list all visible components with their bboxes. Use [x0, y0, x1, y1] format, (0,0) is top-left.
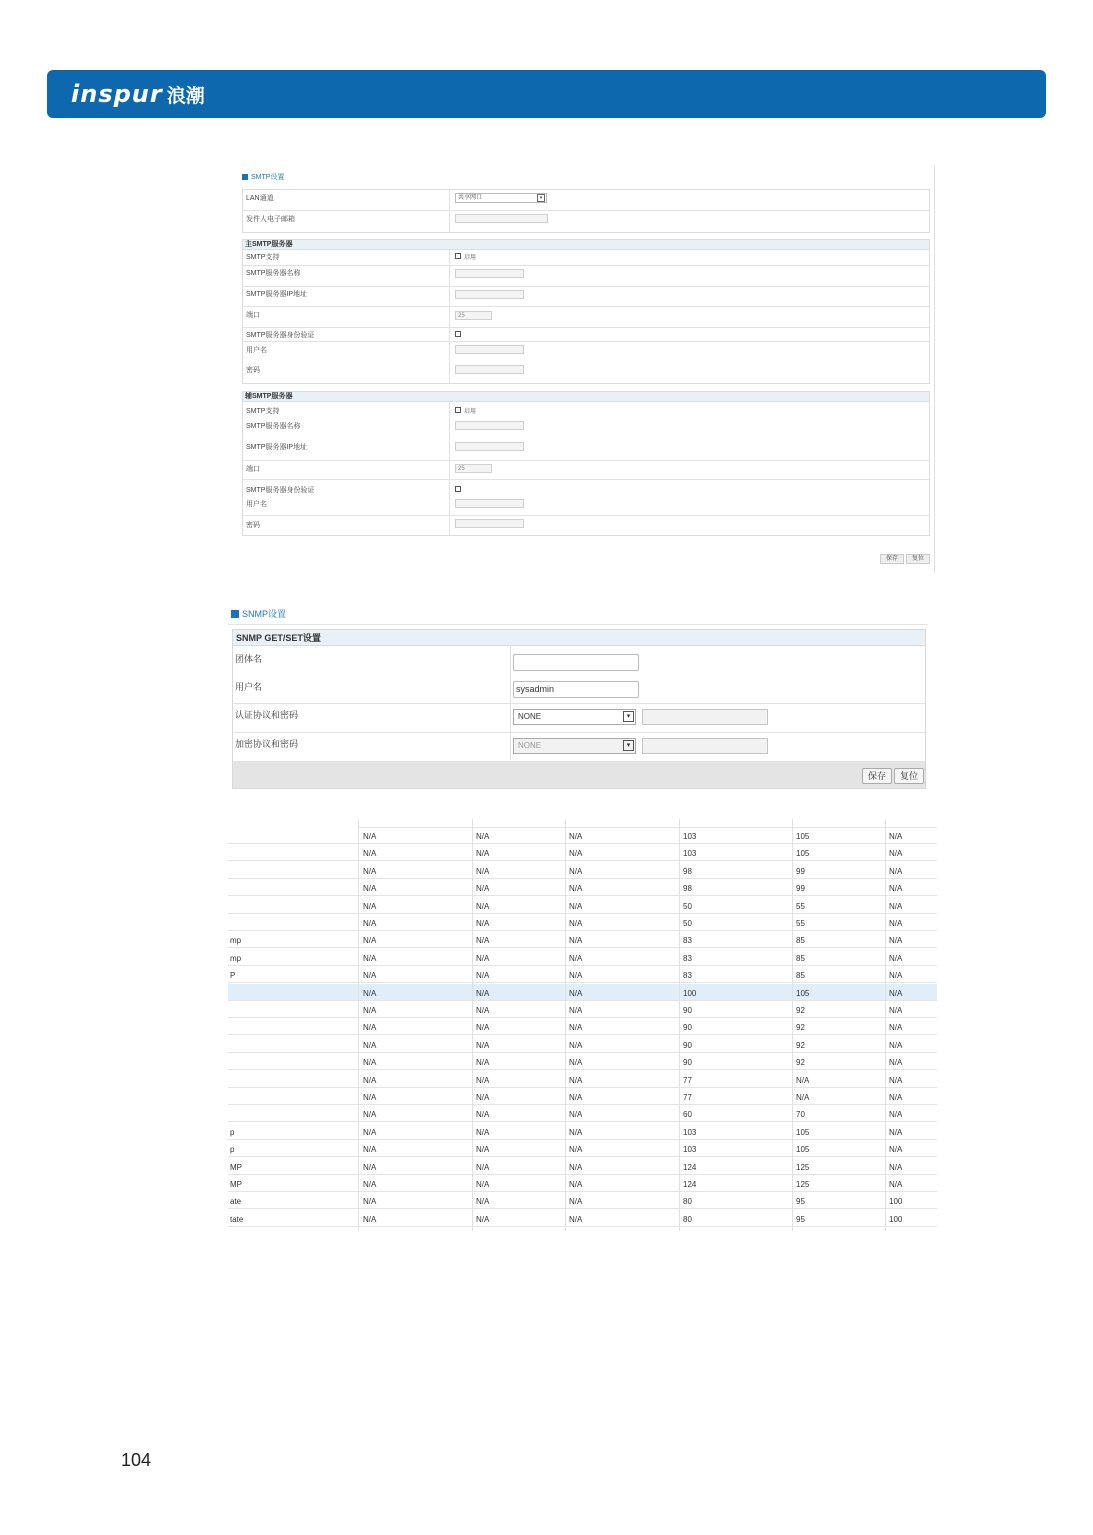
primary-support-row [243, 250, 929, 265]
column-divider [885, 819, 886, 1231]
table-cell: 95 [796, 1197, 805, 1207]
table-cell: 105 [796, 832, 810, 841]
table-cell: 85 [796, 971, 805, 981]
table-cell: 50 [683, 901, 692, 911]
table-cell: N/A [476, 971, 490, 981]
primary-auth-label: SMTP服务器身份验证 [246, 332, 315, 339]
column-divider [449, 211, 450, 232]
table-cell: N/A [569, 953, 583, 963]
secondary-auth-label: SMTP服务器身份验证 [246, 487, 315, 494]
column-divider [449, 342, 450, 383]
table-cell: 83 [683, 971, 692, 981]
smtp-save-button[interactable]: 保存 [880, 554, 904, 564]
table-cell: 100 [889, 1214, 903, 1224]
table-cell: 77 [683, 1075, 692, 1085]
table-cell: N/A [889, 1058, 903, 1068]
snmp-button-bar [233, 761, 925, 788]
table-cell: 90 [683, 1006, 692, 1015]
table-cell: N/A [476, 988, 490, 998]
table-cell: 105 [796, 849, 810, 859]
primary-support-label: SMTP支持 [246, 254, 280, 261]
table-cell: 92 [796, 1023, 805, 1033]
column-divider [449, 190, 450, 210]
table-row[interactable] [228, 1071, 937, 1088]
table-cell: N/A [889, 1006, 903, 1015]
table-cell: 85 [796, 953, 805, 963]
table-cell: ate [230, 1197, 242, 1207]
secondary-server-row [243, 402, 929, 460]
table-cell: N/A [476, 1145, 490, 1155]
snmp-get-set-header: SNMP GET/SET设置 [233, 630, 925, 646]
auth-password-field[interactable] [642, 709, 768, 725]
column-divider [449, 287, 450, 307]
table-cell: N/A [889, 1075, 903, 1085]
snmp-reset-button[interactable]: 复位 [894, 768, 924, 784]
primary-smtp-header: 主SMTP服务器 [243, 240, 929, 250]
table-cell: N/A [363, 1023, 377, 1033]
secondary-username-label: 用户名 [246, 501, 267, 508]
primary-enable-label: 启用 [464, 255, 477, 261]
table-cell: N/A [363, 1197, 377, 1207]
table-cell: 99 [796, 866, 805, 876]
primary-port-row [243, 306, 929, 328]
table-cell: 103 [683, 1127, 697, 1137]
table-cell: N/A [569, 1145, 583, 1155]
table-cell: 92 [796, 1040, 805, 1050]
snmp-panel-title [231, 607, 286, 620]
table-cell: N/A [569, 1093, 583, 1102]
panel-edge [934, 165, 935, 573]
table-cell: N/A [476, 1006, 490, 1015]
privacy-password-field[interactable] [642, 738, 768, 754]
privacy-protocol-value: NONE [518, 741, 542, 750]
table-cell: 125 [796, 1180, 810, 1189]
table-cell: N/A [889, 1093, 903, 1102]
sender-email-field[interactable] [455, 214, 548, 223]
table-cell: N/A [569, 988, 583, 998]
table-row[interactable] [228, 1175, 937, 1192]
table-cell: 98 [683, 866, 692, 876]
table-row[interactable] [228, 1105, 937, 1122]
table-cell: N/A [476, 1127, 490, 1137]
table-cell: 77 [683, 1093, 692, 1102]
table-cell: 83 [683, 953, 692, 963]
privacy-protocol-label: 加密协议和密码 [235, 739, 299, 749]
table-cell: 99 [796, 884, 805, 894]
table-cell: N/A [889, 953, 903, 963]
table-cell: N/A [363, 1145, 377, 1155]
primary-server-name-row [243, 265, 929, 287]
table-cell: N/A [569, 971, 583, 981]
table-cell: N/A [569, 884, 583, 894]
table-cell: N/A [569, 1058, 583, 1068]
secondary-port-label: 端口 [246, 466, 260, 473]
table-cell: N/A [889, 832, 903, 841]
table-cell: N/A [569, 1110, 583, 1120]
snmp-name-rows [233, 646, 925, 704]
primary-auth-checkbox[interactable] [455, 331, 461, 337]
chevron-down-icon: ▾ [537, 194, 545, 202]
column-divider [449, 516, 450, 535]
secondary-server-ip-label: SMTP服务器IP地址 [246, 444, 308, 451]
table-cell: N/A [476, 884, 490, 894]
primary-support-checkbox[interactable] [455, 253, 461, 259]
table-cell: N/A [889, 1040, 903, 1050]
table-cell: N/A [569, 832, 583, 841]
table-cell: N/A [363, 832, 377, 841]
secondary-support-checkbox[interactable] [455, 407, 461, 413]
table-cell: N/A [476, 1093, 490, 1102]
inspur-logo [71, 80, 205, 108]
snmp-save-button[interactable]: 保存 [862, 768, 892, 784]
table-cell: N/A [363, 1040, 377, 1050]
secondary-enable-label: 启用 [464, 409, 477, 415]
smtp-reset-button[interactable]: 复位 [906, 554, 930, 564]
table-cell: 100 [683, 988, 697, 998]
table-row[interactable] [228, 1210, 937, 1227]
secondary-server-name-field[interactable] [455, 421, 524, 430]
table-cell: p [230, 1127, 235, 1137]
column-divider [449, 461, 450, 480]
table-cell: N/A [363, 1127, 377, 1137]
table-cell: N/A [363, 936, 377, 946]
table-cell: N/A [569, 866, 583, 876]
table-cell: 100 [889, 1197, 903, 1207]
column-divider [358, 819, 359, 1231]
table-cell: 105 [796, 988, 810, 998]
column-divider [792, 819, 793, 1231]
table-cell: N/A [363, 1110, 377, 1120]
column-divider [472, 819, 473, 1231]
table-cell: 50 [683, 919, 692, 928]
table-cell: N/A [476, 849, 490, 859]
secondary-server-ip-field[interactable] [455, 442, 524, 451]
table-cell: 90 [683, 1023, 692, 1033]
table-cell: N/A [363, 901, 377, 911]
table-cell: N/A [363, 1214, 377, 1224]
table-cell: N/A [889, 849, 903, 859]
table-cell: N/A [569, 1197, 583, 1207]
primary-auth-row [243, 327, 929, 342]
table-cell: N/A [569, 919, 583, 928]
table-cell: N/A [363, 866, 377, 876]
primary-server-ip-field[interactable] [455, 290, 524, 299]
table-cell: N/A [363, 1006, 377, 1015]
table-cell: 124 [683, 1162, 697, 1172]
table-row[interactable] [228, 1088, 937, 1105]
table-cell: N/A [476, 1058, 490, 1068]
community-name-input[interactable] [513, 654, 639, 671]
snmp-settings-panel [228, 604, 928, 788]
primary-server-name-field[interactable] [455, 269, 524, 278]
table-cell: 55 [796, 919, 805, 928]
lan-channel-value: 共享网口 [458, 195, 483, 201]
community-name-label: 团体名 [235, 654, 263, 664]
table-cell: N/A [363, 1058, 377, 1068]
table-cell: tate [230, 1214, 244, 1224]
secondary-username-field[interactable] [455, 499, 524, 508]
auth-protocol-select[interactable] [513, 709, 636, 725]
table-cell: N/A [476, 1075, 490, 1085]
table-cell: N/A [796, 1075, 810, 1085]
brand-banner [47, 70, 1046, 118]
column-divider [449, 480, 450, 516]
table-cell: N/A [363, 988, 377, 998]
panel-title-icon [242, 174, 248, 180]
table-cell: N/A [569, 1006, 583, 1015]
column-divider [449, 307, 450, 328]
table-row[interactable] [228, 931, 937, 948]
table-cell: N/A [889, 988, 903, 998]
table-cell: N/A [363, 1093, 377, 1102]
table-cell: N/A [889, 1023, 903, 1033]
table-cell: N/A [569, 1180, 583, 1189]
table-row[interactable] [228, 1018, 937, 1035]
table-cell: N/A [569, 1162, 583, 1172]
primary-credentials-row [243, 341, 929, 383]
table-cell: 92 [796, 1006, 805, 1015]
table-row[interactable] [228, 914, 937, 931]
table-cell: 92 [796, 1058, 805, 1068]
column-divider [449, 402, 450, 460]
table-cell: N/A [889, 866, 903, 876]
table-cell: 90 [683, 1058, 692, 1068]
column-divider [565, 819, 566, 1231]
panel-title-icon [231, 610, 239, 618]
column-divider [449, 328, 450, 342]
column-divider [679, 819, 680, 1231]
table-cell: N/A [476, 1110, 490, 1120]
table-cell: N/A [476, 1023, 490, 1033]
table-cell: N/A [363, 919, 377, 928]
chevron-down-icon: ▾ [623, 711, 634, 722]
snmp-get-set-box [232, 629, 926, 789]
lan-channel-label: LAN通道 [246, 195, 274, 202]
table-cell: N/A [889, 884, 903, 894]
table-cell: 125 [796, 1162, 810, 1172]
table-cell: N/A [569, 1214, 583, 1224]
snmp-username-label: 用户名 [235, 682, 263, 692]
table-cell: 90 [683, 1040, 692, 1050]
table-cell: N/A [476, 953, 490, 963]
page-number: 104 [121, 1450, 152, 1470]
primary-username-label: 用户名 [246, 347, 267, 354]
table-cell: N/A [476, 1162, 490, 1172]
table-cell: mp [230, 953, 242, 963]
table-cell: N/A [889, 1110, 903, 1120]
table-row[interactable] [228, 1158, 937, 1175]
column-divider [449, 250, 450, 265]
table-cell: N/A [476, 1214, 490, 1224]
table-cell: N/A [363, 1075, 377, 1085]
primary-password-field[interactable] [455, 365, 524, 374]
logo-latin: inspur [71, 80, 163, 108]
table-cell: N/A [569, 1023, 583, 1033]
auth-protocol-value: NONE [518, 712, 542, 721]
table-cell: 95 [796, 1214, 805, 1224]
table-cell: N/A [569, 849, 583, 859]
table-cell: 124 [683, 1180, 697, 1189]
table-row[interactable] [228, 1140, 937, 1157]
title-divider [228, 624, 928, 625]
sender-email-row [243, 210, 929, 232]
table-cell: N/A [889, 901, 903, 911]
table-cell: N/A [363, 971, 377, 981]
table-cell: N/A [363, 1162, 377, 1172]
table-row[interactable] [228, 827, 937, 844]
column-divider [449, 266, 450, 287]
table-cell: 83 [683, 936, 692, 946]
table-row[interactable] [228, 949, 937, 966]
primary-server-ip-label: SMTP服务器IP地址 [246, 291, 308, 298]
secondary-password-row [243, 515, 929, 535]
table-row[interactable] [228, 879, 937, 896]
secondary-port-row [243, 460, 929, 480]
lan-channel-select[interactable] [455, 193, 547, 203]
logo-cn: 浪潮 [166, 85, 205, 107]
table-header-cut [358, 819, 937, 828]
primary-server-ip-row [243, 286, 929, 307]
primary-server-name-label: SMTP服务器名称 [246, 270, 301, 277]
table-cell: N/A [569, 901, 583, 911]
table-cell: N/A [363, 1180, 377, 1189]
secondary-auth-checkbox[interactable] [455, 486, 461, 492]
secondary-smtp-header: 辅SMTP服务器 [243, 392, 929, 402]
table-cell: 98 [683, 884, 692, 894]
table-cell: N/A [363, 953, 377, 963]
auth-protocol-row [233, 704, 925, 733]
table-cell: N/A [476, 1197, 490, 1207]
auth-protocol-label: 认证协议和密码 [235, 710, 299, 720]
table-cell: N/A [476, 866, 490, 876]
table-row[interactable] [228, 844, 937, 861]
table-cell: N/A [889, 1180, 903, 1189]
table-cell: 55 [796, 901, 805, 911]
smtp-title-text: SMTP设置 [251, 174, 285, 181]
table-cell: 70 [796, 1110, 805, 1120]
sensor-threshold-table [228, 819, 937, 1231]
table-row[interactable] [228, 966, 937, 983]
table-row[interactable] [228, 1123, 937, 1140]
table-cell: P [230, 971, 236, 981]
table-cell: N/A [889, 919, 903, 928]
table-row[interactable] [228, 897, 937, 914]
table-cell: 105 [796, 1145, 810, 1155]
table-cell: MP [230, 1180, 242, 1189]
table-cell: N/A [569, 1127, 583, 1137]
table-cell: N/A [569, 936, 583, 946]
table-cell: N/A [569, 1040, 583, 1050]
primary-password-label: 密码 [246, 367, 260, 374]
table-cell: 105 [796, 1127, 810, 1137]
table-row[interactable] [228, 984, 937, 1001]
table-cell: N/A [889, 1127, 903, 1137]
table-cell: 103 [683, 832, 697, 841]
table-row[interactable] [228, 1001, 937, 1018]
table-cell: N/A [889, 1162, 903, 1172]
table-cell: 85 [796, 936, 805, 946]
table-row[interactable] [228, 1036, 937, 1053]
table-cell: 103 [683, 849, 697, 859]
sender-email-label: 发件人电子邮箱 [246, 216, 295, 223]
secondary-port-field[interactable]: 25 [455, 464, 492, 473]
table-cell: 80 [683, 1197, 692, 1207]
smtp-settings-panel [236, 165, 936, 573]
privacy-protocol-row [233, 733, 925, 761]
table-cell: 60 [683, 1110, 692, 1120]
table-cell: MP [230, 1162, 242, 1172]
table-cell: N/A [363, 884, 377, 894]
primary-port-label: 端口 [246, 312, 260, 319]
table-cell: N/A [476, 1040, 490, 1050]
table-cell: N/A [889, 971, 903, 981]
smtp-panel-title [242, 172, 284, 182]
primary-smtp-box [242, 239, 930, 384]
smtp-general-box [242, 189, 930, 233]
secondary-password-field[interactable] [455, 519, 524, 528]
snmp-username-input[interactable]: sysadmin [513, 681, 639, 698]
primary-username-field[interactable] [455, 345, 524, 354]
table-row[interactable] [228, 1192, 937, 1209]
secondary-password-label: 密码 [246, 522, 260, 529]
secondary-server-name-label: SMTP服务器名称 [246, 423, 301, 430]
table-cell: N/A [476, 832, 490, 841]
table-row[interactable] [228, 1053, 937, 1070]
table-cell: mp [230, 936, 242, 946]
secondary-smtp-box [242, 391, 930, 536]
secondary-support-label: SMTP支持 [246, 408, 280, 415]
table-cell: N/A [476, 901, 490, 911]
table-cell: N/A [476, 1180, 490, 1189]
table-cell: 103 [683, 1145, 697, 1155]
table-cell: 80 [683, 1214, 692, 1224]
table-cell: N/A [363, 849, 377, 859]
primary-port-field[interactable]: 25 [455, 311, 492, 320]
table-cell: N/A [889, 936, 903, 946]
table-cell: N/A [476, 936, 490, 946]
table-cell: N/A [889, 1145, 903, 1155]
table-row[interactable] [228, 862, 937, 879]
table-cell: N/A [796, 1093, 810, 1102]
lan-channel-row [243, 190, 929, 210]
table-cell: N/A [476, 919, 490, 928]
privacy-protocol-select[interactable] [513, 738, 636, 754]
secondary-auth-row [243, 479, 929, 516]
chevron-down-icon: ▾ [623, 740, 634, 751]
table-cell: N/A [569, 1075, 583, 1085]
snmp-title-text: SNMP设置 [242, 609, 287, 619]
table-cell: p [230, 1145, 235, 1155]
